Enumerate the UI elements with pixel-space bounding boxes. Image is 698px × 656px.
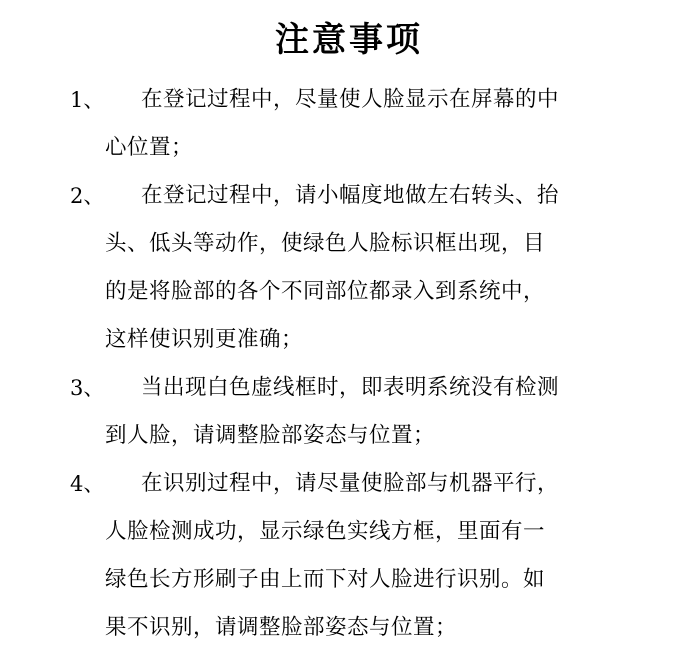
item-text-line: 心位置； — [105, 135, 194, 160]
item-number: 3、 — [70, 376, 105, 400]
item-text-line: 在登记过程中，请小幅度地做左右转头、抬 — [141, 183, 560, 208]
item-text-line: 人脸检测成功，显示绿色实线方框，里面有一 — [105, 519, 546, 544]
item-text-line: 的是将脸部的各个不同部位都录入到系统中， — [105, 279, 546, 304]
item-text-line: 在识别过程中，请尽量使脸部与机器平行， — [141, 471, 560, 496]
item-text-line: 在登记过程中，尽量使人脸显示在屏幕的中 — [141, 87, 560, 112]
item-number: 4、 — [70, 472, 105, 496]
page-title: 注意事项 — [275, 20, 423, 60]
item-text-line: 头、低头等动作，使绿色人脸标识框出现，目 — [105, 231, 546, 256]
item-number: 2、 — [70, 184, 105, 208]
item-number: 1、 — [70, 88, 105, 112]
item-text-line: 果不识别，请调整脸部姿态与位置； — [105, 615, 458, 640]
item-text-line: 当出现白色虚线框时，即表明系统没有检测 — [141, 375, 560, 400]
item-text-line: 绿色长方形刷子由上而下对人脸进行识别。如 — [105, 567, 546, 592]
item-text-line: 到人脸，请调整脸部姿态与位置； — [105, 423, 436, 448]
item-text-line: 这样使识别更准确； — [105, 327, 304, 352]
